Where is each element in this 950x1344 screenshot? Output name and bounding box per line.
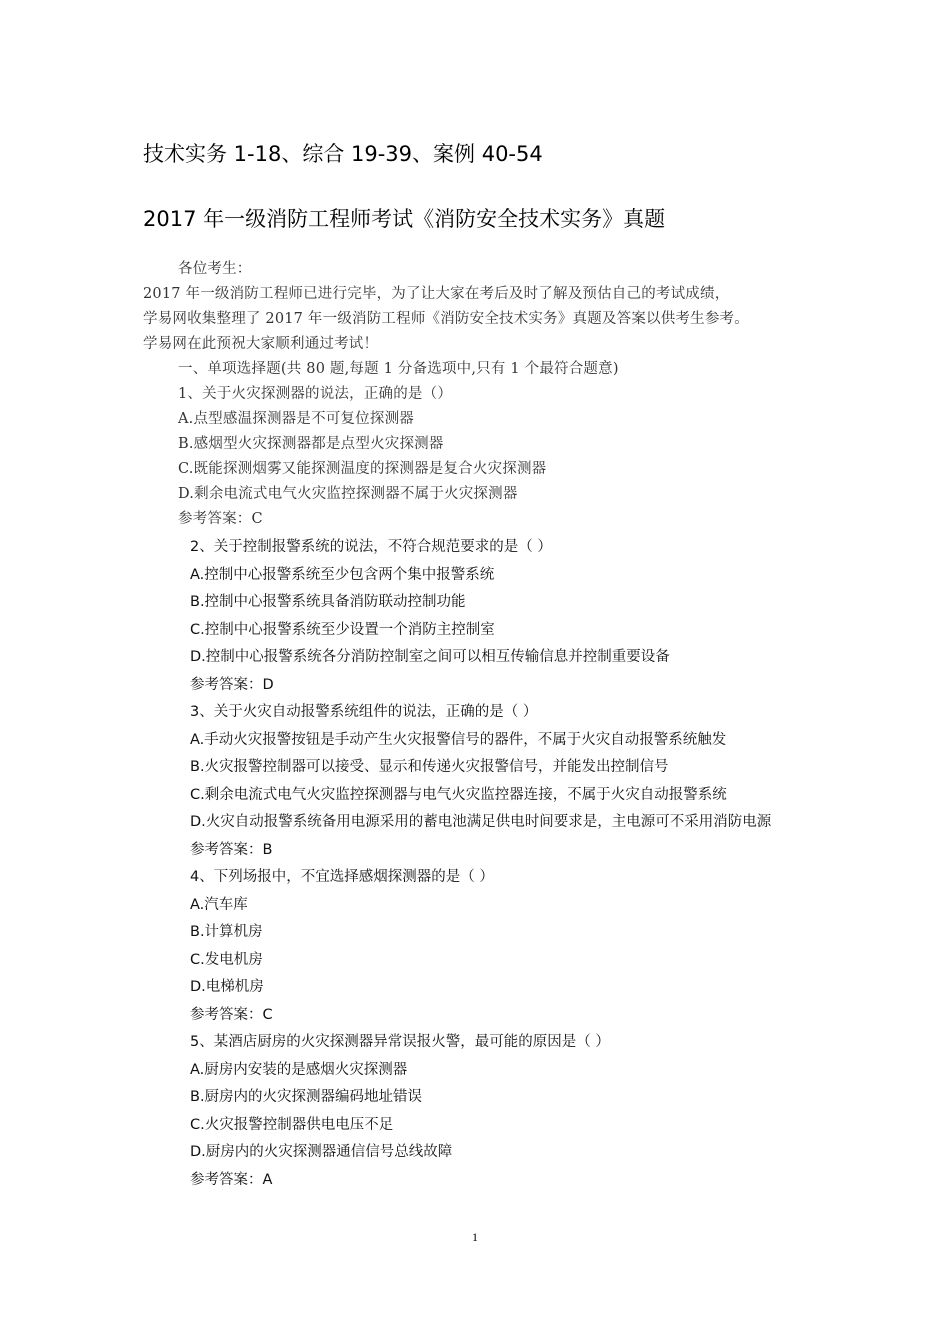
question-2-answer: 参考答案：D bbox=[190, 677, 274, 693]
question-3-option-b: B.火灾报警控制器可以接受、显示和传递火灾报警信号，并能发出控制信号 bbox=[190, 759, 669, 775]
question-3-option-d: D.火灾自动报警系统备用电源采用的蓄电池满足供电时间要求是，主电源可不采用消防电源 bbox=[190, 814, 772, 830]
question-3: 3、关于火灾自动报警系统组件的说法，正确的是（ ） bbox=[190, 704, 538, 720]
document-heading: 技术实务 1-18、综合 19-39、案例 40-54 bbox=[143, 142, 543, 166]
question-4-option-b: B.计算机房 bbox=[190, 924, 263, 940]
question-5-option-c: C.火灾报警控制器供电电压不足 bbox=[190, 1117, 394, 1133]
question-4: 4、下列场报中，不宜选择感烟探测器的是（ ） bbox=[190, 869, 494, 885]
question-5-answer: 参考答案：A bbox=[190, 1172, 273, 1188]
question-1-option-d: D.剩余电流式电气火灾监控探测器不属于火灾探测器 bbox=[178, 486, 518, 502]
question-1-option-a: A.点型感温探测器是不可复位探测器 bbox=[178, 411, 414, 427]
intro-line-3: 学易网在此预祝大家顺利通过考试！ bbox=[143, 336, 379, 352]
question-4-option-c: C.发电机房 bbox=[190, 952, 263, 968]
section-heading: 一、单项选择题(共 80 题,每题 1 分备选项中,只有 1 个最符合题意) bbox=[178, 361, 619, 377]
question-3-answer: 参考答案：B bbox=[190, 842, 273, 858]
question-5-option-a: A.厨房内安装的是感烟火灾探测器 bbox=[190, 1062, 408, 1078]
question-2-option-a: A.控制中心报警系统至少包含两个集中报警系统 bbox=[190, 567, 495, 583]
question-1-answer: 参考答案：C bbox=[178, 511, 263, 527]
intro-line-1: 2017 年一级消防工程师已进行完毕，为了让大家在考后及时了解及预估自己的考试成绩， bbox=[143, 286, 730, 302]
question-5-option-d: D.厨房内的火灾探测器通信信号总线故障 bbox=[190, 1144, 453, 1160]
question-4-option-d: D.电梯机房 bbox=[190, 979, 264, 995]
question-2: 2、关于控制报警系统的说法，不符合规范要求的是（ ） bbox=[190, 539, 552, 555]
intro-line-2: 学易网收集整理了 2017 年一级消防工程师《消防安全技术实务》真题及答案以供考生参考。 bbox=[143, 311, 749, 327]
question-2-option-b: B.控制中心报警系统具备消防联动控制功能 bbox=[190, 594, 466, 610]
question-4-option-a: A.汽车库 bbox=[190, 897, 248, 913]
question-1: 1、关于火灾探测器的说法，正确的是（） bbox=[178, 386, 453, 402]
question-2-option-d: D.控制中心报警系统各分消防控制室之间可以相互传输信息并控制重要设备 bbox=[190, 649, 670, 665]
question-4-answer: 参考答案：C bbox=[190, 1007, 273, 1023]
question-1-option-b: B.感烟型火灾探测器都是点型火灾探测器 bbox=[178, 436, 444, 452]
document-title: 2017 年一级消防工程师考试《消防安全技术实务》真题 bbox=[143, 207, 666, 231]
page-number: 1 bbox=[472, 1230, 478, 1244]
question-5: 5、某酒店厨房的火灾探测器异常误报火警，最可能的原因是（ ） bbox=[190, 1034, 610, 1050]
question-3-option-a: A.手动火灾报警按钮是手动产生火灾报警信号的器件，不属于火灾自动报警系统触发 bbox=[190, 732, 727, 748]
question-3-option-c: C.剩余电流式电气火灾监控探测器与电气火灾监控器连接，不属于火灾自动报警系统 bbox=[190, 787, 727, 803]
question-1-option-c: C.既能探测烟雾又能探测温度的探测器是复合火灾探测器 bbox=[178, 461, 547, 477]
question-2-option-c: C.控制中心报警系统至少设置一个消防主控制室 bbox=[190, 622, 495, 638]
greeting: 各位考生： bbox=[178, 261, 252, 277]
question-5-option-b: B.厨房内的火灾探测器编码地址错误 bbox=[190, 1089, 423, 1105]
